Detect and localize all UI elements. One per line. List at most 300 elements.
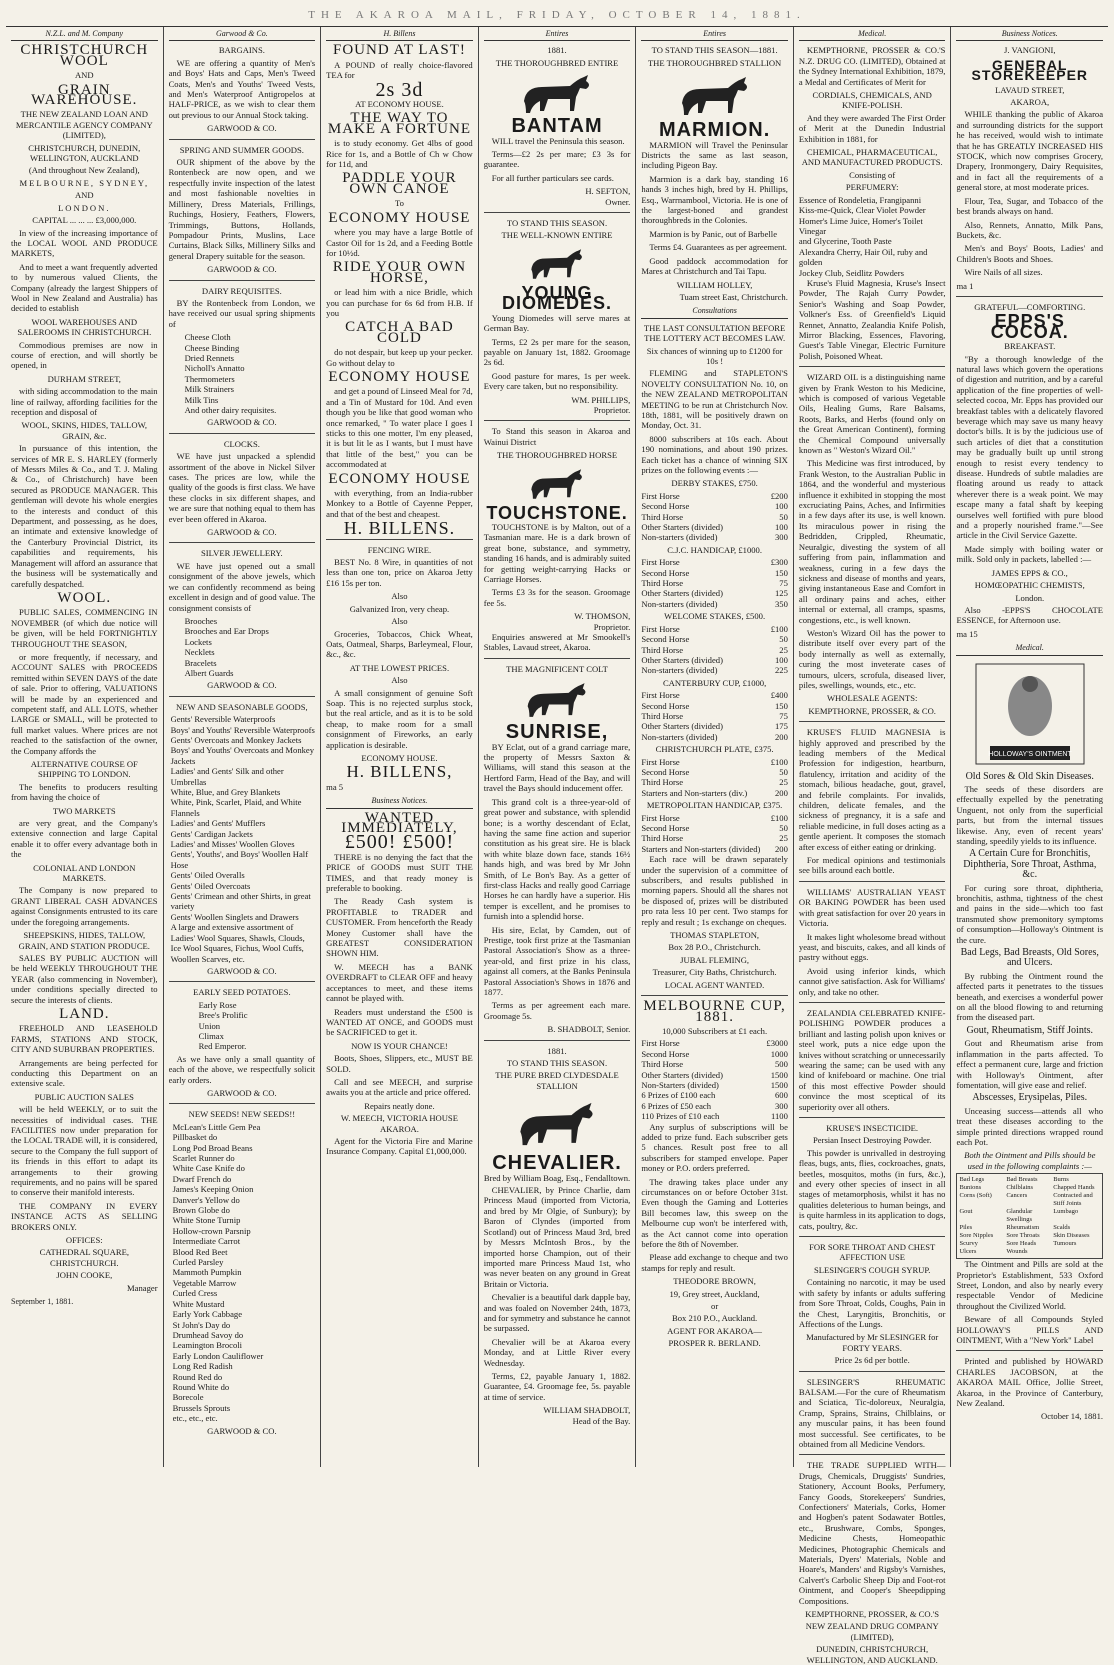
paragraph: FREEHOLD AND LEASEHOLD FARMS, STATIONS AND STOCK, CITY AND SUBURBAN PROPERTIES. — [11, 1023, 158, 1055]
heading: CORDIALS, CHEMICALS, AND KNIFE-POLISH. — [812, 90, 932, 111]
list-item: Hollow-crown Parsnip — [172, 1225, 251, 1236]
list-item: Gents' Overcoats and Monkey Jackets — [170, 734, 302, 745]
prize-label: First Horse — [641, 1038, 680, 1049]
prize-value: £3000 — [766, 1038, 788, 1049]
address: CATHEDRAL SQUARE, CHRISTCHURCH. — [39, 1247, 130, 1268]
column-header: Business Notices. — [956, 29, 1103, 41]
street: DURHAM STREET, — [47, 373, 121, 384]
signature: W. THOMSON, — [574, 611, 631, 622]
section-header: Medical. — [956, 643, 1103, 655]
list-item: Boys' and Youths' Overcoats and Monkey Jackets — [170, 745, 315, 766]
heading: ECONOMY HOUSE. — [361, 752, 438, 763]
signature: JOHN COOKE, — [56, 1270, 113, 1281]
prize-row — [641, 1090, 788, 1100]
heading: WOOL. — [57, 589, 112, 606]
prize-value: 1100 — [771, 1111, 788, 1122]
paragraph: THE TRADE SUPPLIED WITH—Drugs, Chemicals, Druggists' Sundries, Stationery, Account Books, Perfumery, Fancy Goods, Storekeepers' Sundries, Confectioners' Materials, Corks, Homer and Hogben's patent Sodawater Bottles, etc., Brushware, Combs, Sponges, Medicine Chests, Homeopathic Medicines, Photographic Chemicals and Materials, Dyers' Materials, Noble and Hoare's, Manders' and Rigsby's Varnishes, Calvert's Carbolic Sheep Dip and Foot-rot Ointment, and Cooper's Sheepdipping Compositions. — [798, 1460, 946, 1606]
signature: GARWOOD & CO. — [207, 1087, 277, 1098]
galv: Galvanized Iron, very cheap. — [349, 603, 450, 614]
holloway-label: HOLLOWAY'S OINTMENT — [988, 750, 1072, 758]
paragraph: Any surplus of subscriptions will be added to prize fund. Each subscriber gets 5 chances. Result post free to all subscribers for stamped envelope. Paper money or P.O. orders preferred. — [641, 1121, 788, 1174]
list-item: Cheese Cloth — [184, 332, 231, 343]
paragraph: The seeds of these disorders are effectually expelled by the penetrating Unguent, not only from the superficial parts, but from the internal tissues likewise. Any, even of recent years' standing, speedily yields to its influence. — [956, 783, 1104, 846]
complaint-item: Bunions — [959, 1184, 982, 1192]
paragraph: The benefits to producers resulting from having the choice of — [11, 781, 158, 803]
silver-list — [185, 616, 316, 678]
subheading: Six chances of winning up to £1200 for 10s ! — [646, 345, 783, 366]
paragraph: Terms, £2 2s per mare for the season, payable on January 1st, 1882. Groomage 2s 6d. — [483, 336, 631, 368]
cities2: MELBOURNE, SYDNEY, — [19, 177, 150, 188]
list-item: Ladies' and Misses' Woollen Gloves — [170, 839, 295, 850]
list-item: Jockey Club, Seidlitz Powders — [798, 267, 904, 278]
price: 2s 3d — [375, 78, 424, 101]
list-item: St John's Day do — [172, 1319, 231, 1330]
list-item: Leamington Brocoli — [172, 1340, 243, 1351]
paragraph: and get a pound of Linseed Meal for 7d, and a Tin of Mustard for 10d. And even though you be like that good woman who once remarked, " To water place I goes I sticks to this one motter, I'm eny pleased, it is but lit le as I wants, but I must have that little of the best," you can be accommodated at — [326, 386, 473, 470]
column-4 — [479, 27, 637, 1467]
prize-row — [641, 844, 788, 854]
signature: WM. PHILLIPS, — [571, 394, 631, 405]
ref: ma 15 — [956, 628, 978, 639]
complaint-item: Bad Breasts — [1006, 1176, 1038, 1184]
paragraph: where you may have a large Bottle of Castor Oil for 1s 2d, and a Feeding Bottle for 10½d. — [326, 227, 473, 258]
prize-row — [641, 767, 788, 777]
ad-title: GRAIN WAREHOUSE. — [31, 81, 138, 109]
column-3 — [321, 27, 479, 1467]
heading: EARLY SEED POTATOES. — [193, 987, 291, 998]
heading: NEW SEEDS! NEW SEEDS!! — [188, 1109, 296, 1120]
prize-label: Non-starters (divided) — [641, 731, 718, 742]
paragraph: Terms £4. Guarantees as per agreement. — [649, 242, 787, 253]
list-item: Intermediate Carrot — [172, 1236, 241, 1247]
divider — [799, 366, 946, 367]
prize-label: Non-starters (divided) — [641, 598, 718, 609]
paragraph: Beware of all Compounds Styled HOLLOWAY'S PILLS AND OINTMENT, With a "New York" Label — [956, 1314, 1104, 1345]
horse-illustration — [517, 677, 597, 723]
paragraph: Terms—£2 2s per mare; £3 3s for guarantee. — [483, 149, 631, 170]
paragraph: do not despair, but keep up your pecker. Go without delay to — [326, 347, 473, 368]
ad-title: CHRISTCHURCH WOOL — [20, 42, 149, 69]
paragraph: Weston's Wizard Oil has the power to distribute itself over every part of the body internally as well as externally, curing the most inveterate cases of tumours, ulcers, scrofula, diseased liver, piles, swellings, wounds, etc., etc. — [798, 627, 946, 690]
paragraph: Flour, Tea, Sugar, and Tobacco of the best brands always on hand. — [956, 195, 1104, 217]
prize-label: Third Horse — [641, 644, 684, 655]
prize-value: £100 — [770, 812, 788, 823]
horse-illustration — [507, 1094, 607, 1154]
list-item: Gents', Youths', and Boys' Woollen Half Hose — [170, 849, 309, 870]
paragraph: And to meet a want frequently adverted to by numerous valued Clients, the Company (already the largest Shippers of Wool in New Zealand and Australia) has decided to establish — [11, 261, 158, 314]
prize-label: Non-starters (divided) — [641, 532, 718, 543]
paragraph: Arrangements are being perfected for conducting this Department on an extensive scale. — [11, 1057, 158, 1089]
heading: THE WAY TO MAKE A FORTUNE — [327, 110, 471, 137]
prize-value: 50 — [779, 823, 788, 833]
prize-value: 75 — [779, 710, 788, 721]
paragraph: BY the Rontenbeck from London, we have received our usual spring shipments of — [168, 297, 316, 329]
heading: AT THE LOWEST PRICES. — [349, 662, 450, 673]
proprietor: Proprietor. — [593, 404, 631, 415]
heading: CATCH A BAD COLD — [345, 319, 454, 346]
paragraph: By rubbing the Ointment round the affected parts it penetrates to the tissues beneath, and exercises a wonderful power on all the blood flowing to and returning from the diseased part. — [956, 970, 1104, 1023]
prize-row — [641, 732, 788, 742]
complaint-item: Scalds — [1053, 1224, 1071, 1232]
heading: ECONOMY HOUSE — [328, 368, 471, 385]
heading: H. BILLENS. — [343, 518, 456, 539]
list-item: Albert Guards — [184, 667, 234, 678]
prize-label: Second Horse — [641, 700, 690, 711]
horse-illustration — [522, 464, 592, 504]
divider — [169, 1103, 316, 1104]
heading: GRATEFUL—COMFORTING. — [974, 301, 1086, 312]
prize-label: Third Horse — [641, 578, 684, 589]
paragraph: Marmion is by Panic, out of Barbelle — [649, 228, 778, 239]
signature: B. SHADBOLT, Senior. — [547, 1024, 631, 1035]
list-item: Pillbasket do — [172, 1132, 218, 1143]
divider — [484, 420, 631, 421]
heading: TO STAND THIS SEASON—1881. — [651, 45, 778, 56]
ad-subtitle: AND — [74, 70, 94, 81]
column-header: Entires — [484, 29, 631, 41]
prize-value: 50 — [779, 766, 788, 777]
heading: A Certain Cure for Bronchitis, Diphtheria, Sore Throat, Asthma, &c. — [963, 848, 1097, 881]
paragraph: is to study economy. Get 4lbs of good Rice for 1s, and a Bottle of Ch w Chow for 11d, and — [326, 138, 473, 170]
heading: THE PURE BRED CLYDESDALE STALLION — [495, 1070, 619, 1091]
horse-illustration — [512, 71, 602, 117]
list-item: Boys' and Youths' Reversible Waterproofs — [170, 724, 315, 735]
divider — [799, 1236, 946, 1237]
column-header: Entires — [641, 29, 788, 41]
complaint-item: Glandular Swellings — [1006, 1208, 1033, 1224]
prize-row — [641, 655, 788, 665]
divider — [956, 1350, 1103, 1351]
divider — [169, 280, 316, 281]
subheading: Manufactured by Mr SLESINGER for FORTY YEARS. — [806, 1332, 939, 1353]
section-header: Consultations — [641, 306, 788, 318]
ref: ma 1 — [956, 280, 974, 291]
column-header: Garwood & Co. — [169, 29, 316, 41]
signature: J. VANGIONI, — [1004, 45, 1056, 56]
paragraph: WILL travel the Peninsula this season. — [491, 135, 625, 146]
list-item: Early Rose — [198, 999, 237, 1010]
race-name: CHRISTCHURCH PLATE, £375. — [655, 744, 774, 755]
paragraph: "By a thorough knowledge of the natural laws which govern the operations of digestion and nutrition, and by a careful application of the fine properties of well-selected cocoa, Mr. Epps has provided our breakfast tables with a delicately flavored beverage which may save us many heavy doctor's bills. It is by the judicious use of such articles of diet that a constitution may be gradually built up until strong enough to resist every tendency to disease. Hundreds of subtle maladies are floating around us ready to attack wherever there is a weak point. We may escape many a fatal shaft by keeping ourselves well fortified with pure blood and a properly nourished frame."—See article in the Civil Service Gazette. — [956, 353, 1104, 541]
paragraph: FLEMING and STAPLETON'S NOVELTY CONSULTATION No. 10, on the NEW ZEALAND METROPOLITAN MEETING to be run at Christchurch Nov. 18th, 1881, will be positively drawn on Monday, Oct. 31. — [641, 368, 788, 431]
list-item: Milk Strainers — [184, 384, 234, 395]
paragraph: THERE is no denying the fact that the PRICE of GOODS must SUIT THE TIMES, and that ready money is preferable to booking. — [326, 851, 473, 894]
signature: JAMES EPPS & CO., — [991, 567, 1068, 578]
prize-label: Other Starters (divided) — [641, 654, 723, 665]
paragraph: A POUND of really choice-flavored TEA for — [326, 59, 473, 81]
prize-value: 200 — [775, 787, 788, 798]
paragraph: The Company is now prepared to GRANT LIBERAL CASH ADVANCES against Consignments entrusted to its care under the foregoing arrangements. — [11, 885, 158, 927]
paragraph: In pursuance of this intention, the services of MR E. S. HARLEY (formerly of Messrs Miles & Co., and T. J. Maling & Co., of Christchurch) have been secured as PRODUCE MANAGER. This gentleman will devote his whole energies to the interests and conduct of this Department, and possessing, as he does, an intimate and extensive knowledge of the Canterbury Provincial District, its capabilities and requirements, his Management will afford an assurance that the business will be systematically and carefully despatched. — [11, 443, 158, 589]
prize-label: Second Horse — [641, 766, 690, 777]
address: 19, Grey street, Auckland, — [669, 1288, 760, 1299]
prize-label: Non-starters (divided) — [641, 665, 718, 676]
heading: Abscesses, Erysipelas, Piles. — [972, 1092, 1088, 1104]
signature: THEODORE BROWN, — [673, 1276, 756, 1287]
list-item: Danver's Yellow do — [172, 1194, 240, 1205]
divider — [799, 1454, 946, 1455]
subheading: 10,000 Subscribers at £1 each. — [662, 1025, 768, 1036]
prize-row — [641, 788, 788, 798]
complaint-item: Ulcers — [959, 1248, 977, 1256]
prize-row — [641, 557, 788, 567]
paragraph: As we have only a small quantity of each of the above, we respectfully solicit early orders. — [168, 1053, 316, 1085]
complaint-item: Skin Diseases — [1053, 1232, 1090, 1240]
prize-row — [641, 1080, 788, 1090]
prize-value: 150 — [775, 567, 788, 578]
heading: FOUND AT LAST! — [332, 42, 466, 59]
column-2 — [164, 27, 322, 1467]
potato-list — [199, 1000, 316, 1052]
address: Treasurer, City Baths, Christchurch. — [652, 967, 777, 978]
prize-row — [641, 1111, 788, 1121]
paragraph: Each race will be drawn separately under the supervision of a committee of subscribers, and results published in morning papers. Should all the shares not be disposed of, prizes will be distributed pro rata less 10 per cent. Two stamps for reply and result ; 1s exchange on cheques. — [641, 854, 788, 927]
prize-value: 100 — [775, 501, 788, 512]
horse-name: YOUNG DIOMEDES. — [502, 282, 613, 314]
paragraph: A small consignment of genuine Soft Soap. This is no rejected surplus stock, but the real article, and as it is to be sold cheap, to make room for a small consignment of Fireworks, an early application is desirable. — [326, 687, 473, 750]
paragraph: with everything, from an India-rubber Monkey to a Bottle of Cayenne Pepper, and that of the best and cheapest. — [326, 488, 473, 519]
list-item: Dried Rennets — [184, 352, 234, 363]
heading: Old Sores & Old Skin Diseases. — [965, 770, 1094, 782]
price: Price 2s 6d per bottle. — [834, 1355, 910, 1366]
heading: SHEEPSKINS, HIDES, TALLOW, GRAIN, AND STATION PRODUCE. — [18, 930, 150, 951]
column-1 — [6, 27, 164, 1467]
agent-label: AGENT FOR AKAROA— — [667, 1325, 763, 1336]
melbourne-prize-table — [641, 1038, 788, 1121]
heading: TO STAND THIS SEASON. — [506, 1058, 608, 1069]
paragraph: To Stand this season in Akaroa and Wainui District — [483, 426, 631, 447]
prize-value: 1000 — [770, 1048, 788, 1059]
paragraph: Made simply with boiling water or milk. Sold only in packets, labelled :— — [956, 543, 1104, 565]
complaint-item: Contracted and Stiff Joints — [1053, 1192, 1093, 1208]
list-item: Climax — [198, 1030, 224, 1041]
divider — [641, 995, 788, 996]
paragraph: WHILE thanking the public of Akaroa and surrounding districts for the support he has received, would wish to intimate that he has GREATLY INCREASED HIS STOCK, which now comprises Grocery, Drapery, Ironmongery, Dairy Requisites, and in fact all the requirements of a general store, at most moderate prices. — [956, 109, 1104, 193]
signature: GARWOOD & CO. — [207, 527, 277, 538]
heading: Bad Legs, Bad Breasts, Old Sores, and Ulcers. — [960, 947, 1099, 969]
prize-row — [641, 522, 788, 532]
heading: MELBOURNE CUP, 1881. — [643, 998, 786, 1025]
complaint-item: Lumbago — [1053, 1208, 1079, 1216]
list-item: Brussels Sprouts — [172, 1402, 231, 1413]
list-item: A large and extensive assortment of Ladies' Wool Squares, Shawls, Clouds, Ice Wool Squares, Fichus, Wool Cuffs, Woollen Scarves, etc. — [170, 922, 305, 964]
signature: W. MEECH, VICTORIA HOUSE AKAROA. — [340, 1113, 458, 1134]
columns — [6, 27, 1108, 1665]
paragraph: And they were awarded The First Order of Merit at the Dunedin Industrial Exhibition in 1881, for — [798, 112, 946, 144]
complaint-item: Piles — [959, 1224, 973, 1232]
heading: TO STAND THIS SEASON. — [506, 218, 608, 229]
prize-value: 175 — [775, 721, 788, 732]
section-header: Business Notices. — [326, 796, 473, 808]
list-item: Gents' Crimean and other Shirts, in great variety — [170, 891, 311, 912]
heading: FOR SORE THROAT AND CHEST AFFECTION USE — [809, 1242, 936, 1263]
heading: TWO MARKETS — [52, 805, 116, 816]
prize-value: 75 — [779, 578, 788, 589]
list-item: White Mustard — [172, 1298, 225, 1309]
column-header: N.Z.L. and M. Company — [11, 29, 158, 41]
date: October 14, 1881. — [1040, 1411, 1104, 1422]
prize-value: 125 — [775, 588, 788, 599]
divider — [799, 881, 946, 882]
horse-name: TOUCHSTONE. — [486, 502, 628, 523]
subheading: Both the Ointment and Pills should be used in the following complaints :— — [964, 1150, 1096, 1171]
list-item: and Glycerine, Tooth Paste — [798, 236, 892, 247]
paragraph: Kruse's Fluid Magnesia, Kruse's Insect Powder, The Rajah Curry Powder, Senior's Washing and Soap Powder, Volkner's Ess. of Greenfield's Liquid Rennet, Annatto, Zealandia Knife Polish, Mirror Blacking, Essences, Flavoring, Guest's Table Vinegar, Electric Furniture Polish, Poisoned Wheat. — [798, 277, 946, 361]
paragraph: This Medicine was first introduced, by Frank Weston, to the Australian Public in 1864, and the wonderful and mysterious influence it exhibited in stopping the most excruciating Pains, Aches, and Infirmities in a few days after its use, is well known. Its miraculous power in rising the Bedridden, Crippled, Rheumatic, Neuralgic, divesting the system of all suffering from pain, inflammation and weakness, curing in a few days the sickness and disease of months and years, giving instantaneous Ease and Comfort in all ordinary pains and aches, either internal or external, all cramps, spasms, congestions, etc., is well known. — [798, 458, 946, 625]
paragraph: The drawing takes place under any circumstances on or before October 31st. Even though the Gaming and Lotteries Bill becomes law, this sweep on the Melbourne cup won't be interfered with, as the Act cannot come into operation before the 8th of November. — [641, 1176, 788, 1250]
paragraph: Commodious premises are now in course of erection, and will shortly be opened, in — [11, 339, 158, 371]
paragraph: Agent for the Victoria Fire and Marine Insurance Company. Capital £1,000,000. — [326, 1135, 473, 1157]
proprietor: Proprietor. — [593, 621, 631, 632]
race-prize-tables — [641, 478, 788, 854]
signature: WILLIAM HOLLEY, — [676, 279, 753, 290]
prize-row — [641, 1059, 788, 1069]
list-item: Ladies' and Gents' Mufflers — [170, 818, 266, 829]
paragraph: Terms, £2, payable January 1, 1882. Guarantee, £4. Groomage fee, 5s. payable at time of service. — [483, 1370, 631, 1402]
list-item: Early York Cabbage — [172, 1309, 243, 1320]
heading: H. BILLENS, — [346, 762, 453, 782]
heading: LOCAL AGENT WANTED. — [664, 979, 765, 990]
divider — [169, 139, 316, 140]
paragraph: Terms as per agreement each mare. Groomage 5s. — [483, 1000, 631, 1021]
paragraph: Good pasture for mares, 1s per week. Every care taken, but no responsibility. — [483, 370, 631, 392]
dairy-list — [185, 332, 316, 415]
paragraph: TOUCHSTONE is by Malton, out of a Tasmanian mare. He is a dark brown of great bone, substance, and symmetry, standing 16 hands, and is admirably suited for getting weight-carrying Hacks or Carriage Horses. — [483, 521, 631, 584]
heading: PADDLE YOUR OWN CANOE — [342, 170, 457, 197]
divider — [799, 1371, 946, 1372]
list-item: Alexandra Cherry, Hair Oil, ruby and golden — [798, 246, 928, 268]
signature: GARWOOD & CO. — [207, 680, 277, 691]
list-item: Essence of Rondeletia, Frangipanni — [798, 194, 922, 205]
also: Also — [391, 591, 408, 602]
paragraph: KRUSE'S FLUID MAGNESIA is highly approved and prescribed by the leading members of the Medical Profession for indigestion, heartburn, flatulency, irritation and acidity of the stomach, bilious headache, gout, gravel, and febrile complaints. For invalids, children, delicate females, and the sickness of pregnancy, it is a safe and reliable medicine, in full doses acting as a gentle aperient. It composes the stomach after excess of either eating or drinking. — [798, 727, 946, 852]
prize-row — [641, 701, 788, 711]
list-item: Kiss-me-Quick, Clear Violet Powder — [798, 205, 926, 216]
list-item: Red Emperor. — [198, 1041, 247, 1052]
signature: WILLIAM SHADBOLT, — [543, 1405, 631, 1416]
signature: GARWOOD & CO. — [207, 965, 277, 976]
list-item: Lockets — [184, 636, 212, 647]
paragraph: THE COMPANY IN EVERY INSTANCE ACTS AS SELLING BROKERS ONLY. — [11, 1200, 158, 1232]
prize-row — [641, 568, 788, 578]
paragraph: PUBLIC SALES, COMMENCING IN NOVEMBER (of which due notice will be given, will be held FORTNIGHTLY THROUGHOUT THE SEASON, — [11, 607, 158, 649]
paragraph: KEMPTHORNE, PROSSER & CO.'S N.Z. DRUG CO. (LIMITED), Obtained at the Sydney International Exhibition, 1879, a Medal and Certificates of Merit for — [798, 45, 946, 87]
prize-label: Starters and Non-starters (div.) — [641, 787, 748, 798]
prize-row — [641, 491, 788, 501]
complaint-item: Burns — [1053, 1176, 1069, 1184]
horse-name: SUNRISE, — [505, 721, 609, 744]
complaint-item: Rheumatism — [1006, 1224, 1040, 1232]
heading: ALTERNATIVE COURSE OF SHIPPING TO LONDON. — [30, 759, 138, 780]
horse-name: MARMION. — [658, 119, 771, 142]
signature: GARWOOD & CO. — [207, 123, 277, 134]
paragraph: Also, Rennets, Annatto, Milk Pans, Buckets, &c. — [956, 219, 1104, 240]
address: Box 210 P.O., Auckland. — [671, 1313, 758, 1324]
paragraph: Avoid using inferior kinds, which cannot give satisfaction. Ask for Williams' only, and take no other. — [798, 965, 946, 997]
list-item: Gents' Reversible Waterproofs — [170, 714, 276, 725]
heading: ECONOMY HOUSE — [328, 209, 471, 226]
prize-label: 6 Prizes of £100 each — [641, 1090, 716, 1101]
and: AND — [74, 190, 94, 201]
horse-illustration — [670, 71, 760, 121]
prize-row — [641, 1038, 788, 1048]
complaint-item: Cancers — [1006, 1192, 1028, 1200]
divider — [169, 433, 316, 434]
prize-label: First Horse — [641, 623, 680, 634]
list-item: White, Blue, and Grey Blankets — [170, 787, 281, 797]
goods-list — [171, 714, 316, 964]
heading: Gout, Rheumatism, Stiff Joints. — [966, 1024, 1093, 1036]
heading: NEW AND SEASONABLE GOODS, — [176, 701, 308, 712]
list-item: Curled Parsley — [172, 1257, 224, 1268]
column-6 — [794, 27, 952, 1665]
cities: DUNEDIN, CHRISTCHURCH, WELLINGTON, AND AUCKLAND. — [806, 1644, 938, 1665]
paragraph: with siding accommodation to the main line of railway, affording facilities for the reception and disposal of — [11, 386, 158, 417]
prize-row — [641, 1070, 788, 1080]
signature: GARWOOD & CO. — [207, 264, 277, 275]
prize-value: 150 — [775, 700, 788, 711]
paragraph: Chevalier is a beautiful dark dapple bay, and was foaled on November 24th, 1873, and for symmetry and substance he cannot be surpassed. — [483, 1292, 631, 1334]
prize-row — [641, 512, 788, 522]
heading: EPPS'S COCOA. — [990, 311, 1069, 342]
prize-value: 200 — [775, 843, 788, 854]
paragraph: ZEALANDIA CELEBRATED KNIFE-POLISHING POWDER produces a brilliant and lasting polish upon knives or steel work, puts a nice edge upon the knives without scratching or unnecessarily wearing the same; can be used with any kind of knifeboard or machine. One trial of this most effective Powder should convince the most sceptical of its superiority over all others. — [798, 1007, 946, 1112]
race-name: C.J.C. HANDICAP, £1000. — [667, 544, 762, 555]
list-item: Early London Cauliflower — [172, 1350, 264, 1361]
list-item: Mammoth Pumpkin — [172, 1267, 242, 1278]
divider — [484, 1040, 631, 1041]
heading: LAND. — [59, 1005, 110, 1022]
prize-label: Second Horse — [641, 501, 690, 512]
divider — [326, 539, 473, 540]
paragraph: This grand colt is a three-year-old of great power and substance, with splendid bone; is a worthy descendant of Eclat, having the same fine action and superior constitution as his great sire. He is black with white blaze down face, stands 16½ hands high, and was bred by Mr John Smith, of Le Bon's Bay. As a getter of first-class Hacks and really good Carriage Horses he can hardly have a superior. His temper is excellent, and he promises to furnish into a splendid horse. — [483, 796, 631, 922]
heading: KRUSE'S INSECTICIDE. — [826, 1123, 919, 1133]
prize-value: 300 — [775, 1100, 788, 1111]
complaint-item: Sore Heads — [1006, 1240, 1037, 1248]
address: Box 28 P.O., Christchurch. — [668, 942, 761, 953]
list-item: Homer's Lime Juice, Homer's Toilet Vinegar — [798, 215, 923, 236]
complaint-item: Bad Legs — [959, 1176, 985, 1184]
heading: NEW ZEALAND DRUG COMPANY (LIMITED), — [805, 1621, 939, 1642]
complaint-item: Corns (Soft) — [959, 1192, 992, 1200]
prize-label: Second Horse — [641, 823, 690, 833]
horse-name: BANTAM — [511, 115, 603, 138]
divider — [799, 1002, 946, 1003]
heading: THE THOROUGHBRED STALLION — [647, 57, 782, 68]
prize-label: Third Horse — [641, 777, 684, 788]
prize-label: Third Horse — [641, 511, 684, 522]
capital: CAPITAL ... ... ... £3,000,000. — [32, 215, 137, 226]
list-item: Round White do — [172, 1381, 230, 1392]
paragraph: CHEVALIER, by Prince Charlie, dam Princess Maud (imported from Victoria, and bred by Mr Olgie, of Sunbury); by Baron of Clyndes (imported from Scotland) out of Princess Maud 3rd, bred by Messrs McIntosh Bros., by the imported horse Champion, out of their imported mare Princess Maud 1st, who was never beaten on any ground in Great Britain or Victoria. — [483, 1185, 631, 1289]
prize-value: £400 — [770, 690, 788, 701]
signature: THOMAS STAPLETON, — [670, 930, 760, 941]
paragraph: Good paddock accommodation for Mares at Christchurch and Tai Tapu. — [641, 255, 788, 277]
paragraph: Men's and Boys' Boots, Ladies' and Children's Boots and Shoes. — [956, 243, 1104, 264]
prize-row — [641, 1101, 788, 1111]
prize-row — [641, 645, 788, 655]
complaint-item: Chapped Hands — [1053, 1184, 1095, 1192]
list-item: Scarlet Runner do — [172, 1153, 235, 1163]
list-item: Long Pod Broad Beans — [172, 1142, 253, 1153]
paragraph: In view of the increasing importance of the LOCAL WOOL AND PRODUCE MARKETS, — [11, 227, 158, 259]
prize-label: Third Horse — [641, 1059, 684, 1070]
heading: THE WELL-KNOWN ENTIRE — [501, 230, 613, 241]
paragraph: Printed and published by HOWARD CHARLES JACOBSON, at the AKAROA MAIL Office, Jollie Street, Akaroa, in the Province of Canterbury, New Zealand. — [956, 1356, 1104, 1409]
prize-row — [641, 690, 788, 700]
list-item: Union — [198, 1020, 221, 1031]
prize-label: Starters and Non-starters (divided) — [641, 843, 761, 854]
